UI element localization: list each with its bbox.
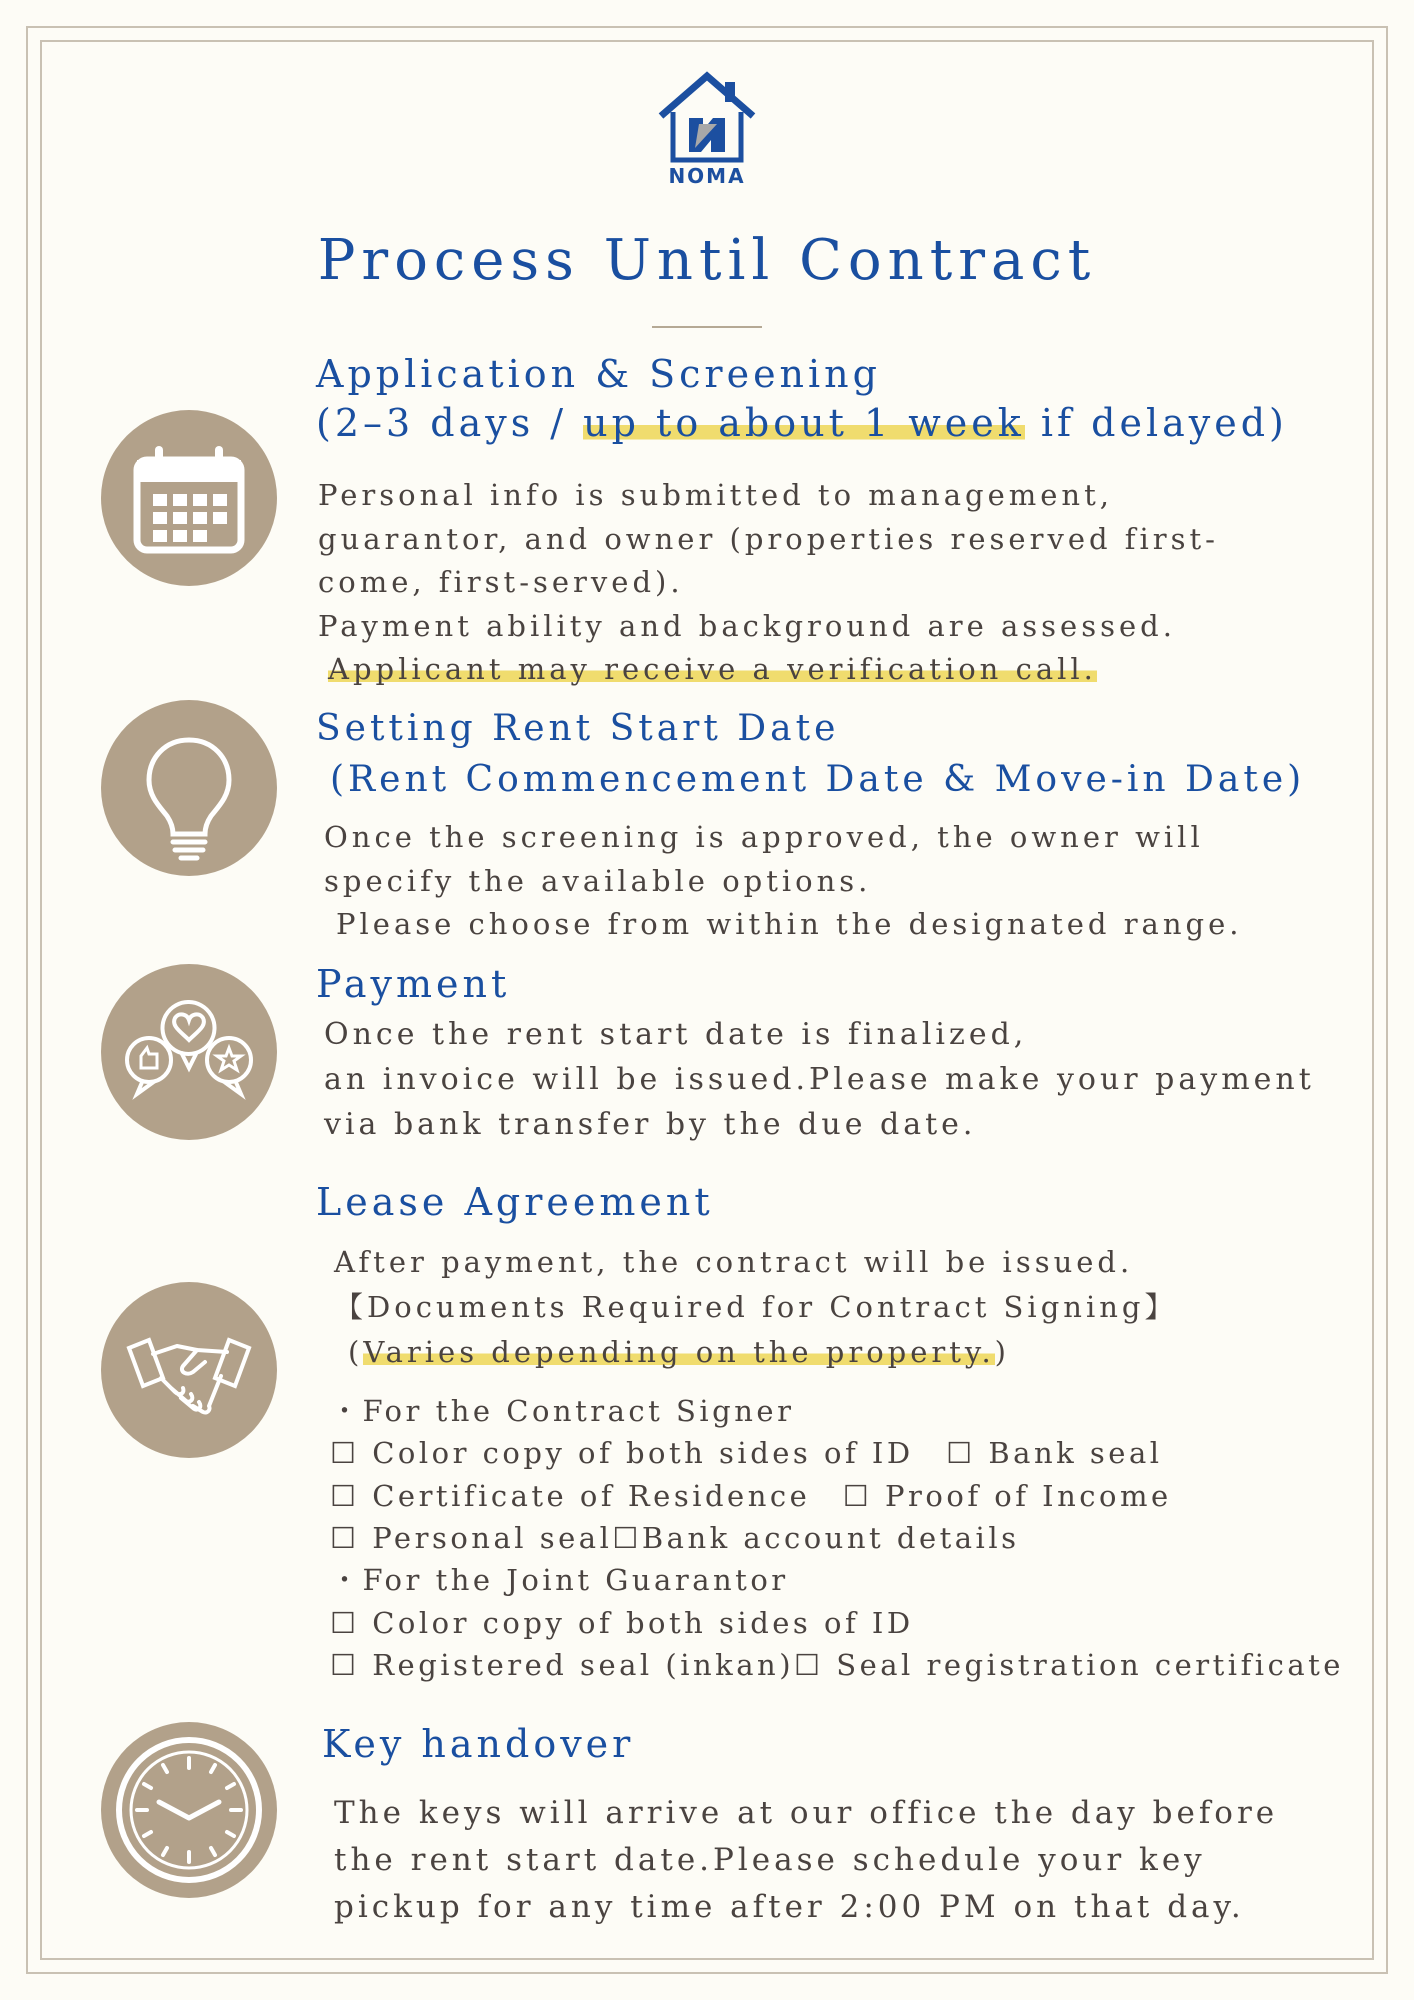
body-line: After payment, the contract will be issued.	[334, 1245, 1134, 1279]
chat-bubbles-icon	[101, 964, 277, 1140]
section-body-rent-start	[324, 816, 1242, 947]
body-line: 【Documents Required for Contract Signing】	[334, 1289, 1178, 1324]
body-line: guarantor, and owner (properties reserved first-	[318, 521, 1219, 556]
section-body-lease	[334, 1240, 1177, 1375]
highlighted-text: up to about 1 week	[583, 401, 1025, 446]
body-line: The keys will arrive at our office the day before	[334, 1795, 1279, 1831]
body-line: Once the rent start date is finalized,	[324, 1017, 1028, 1052]
body-line: pickup for any time after 2:00 PM on that day.	[334, 1889, 1245, 1926]
section-body-key-handover	[334, 1790, 1278, 1931]
section-body-application	[318, 474, 1219, 692]
heading-line: Application & Screening	[316, 352, 881, 396]
body-line: via bank transfer by the due date.	[324, 1107, 977, 1142]
heading-line: Setting Rent Start Date	[316, 708, 840, 749]
document-group-label: ・For the Contract Signer	[330, 1394, 795, 1428]
page-title: Process Until Contract	[317, 228, 1097, 293]
section-heading-rent-start	[316, 706, 1305, 804]
document-checklist-line: ☐ Color copy of both sides of ID ☐ Bank seal	[330, 1436, 1163, 1471]
body-line: Payment ability and background are assessed.	[318, 608, 1176, 643]
lightbulb-icon	[101, 700, 277, 876]
title-divider	[652, 326, 762, 328]
handshake-icon	[101, 1282, 277, 1458]
section-heading-payment: Payment	[316, 962, 511, 1006]
section-heading-key-handover: Key handover	[322, 1722, 635, 1766]
document-checklist-line: ☐ Personal seal☐Bank account details	[330, 1520, 1020, 1555]
document-checklist-line: ☐ Certificate of Residence ☐ Proof of Income	[330, 1478, 1172, 1513]
calendar-icon	[101, 410, 277, 586]
noma-logo	[655, 68, 759, 198]
document-group-label: ・For the Joint Guarantor	[330, 1563, 789, 1598]
body-line: (Varies depending on the property.)	[348, 1334, 1010, 1369]
body-line: specify the available options.	[324, 863, 872, 898]
body-line	[318, 648, 1219, 692]
body-line: the rent start date.Please schedule your key	[334, 1842, 1206, 1879]
required-documents-list	[330, 1390, 1344, 1686]
body-line: Once the screening is approved, the owner will	[324, 820, 1204, 854]
heading-line: (Rent Commencement Date & Move-in Date)	[330, 758, 1306, 800]
document-checklist-line: ☐ Registered seal (inkan)☐ Seal registration certificate	[330, 1647, 1344, 1682]
body-line: Please choose from within the designated range.	[336, 907, 1243, 941]
clock-icon	[101, 1722, 277, 1898]
section-heading-application	[316, 350, 1288, 449]
heading-line: (2–3 days / up to about 1 week if delayed)	[316, 401, 1288, 446]
document-checklist-line: ☐ Color copy of both sides of ID	[330, 1605, 914, 1640]
body-line: an invoice will be issued.Please make your payment	[324, 1062, 1315, 1097]
house-logo-icon	[655, 68, 759, 164]
highlighted-text: Applicant may receive a verification call.	[328, 652, 1097, 686]
body-line: come, first-served).	[318, 565, 684, 599]
body-line: Personal info is submitted to management,	[318, 478, 1113, 512]
logo-wordmark: NOMA	[668, 164, 746, 188]
section-heading-lease: Lease Agreement	[316, 1180, 714, 1224]
section-body-payment	[324, 1012, 1315, 1147]
highlighted-text: Varies depending on the property.	[363, 1334, 995, 1369]
